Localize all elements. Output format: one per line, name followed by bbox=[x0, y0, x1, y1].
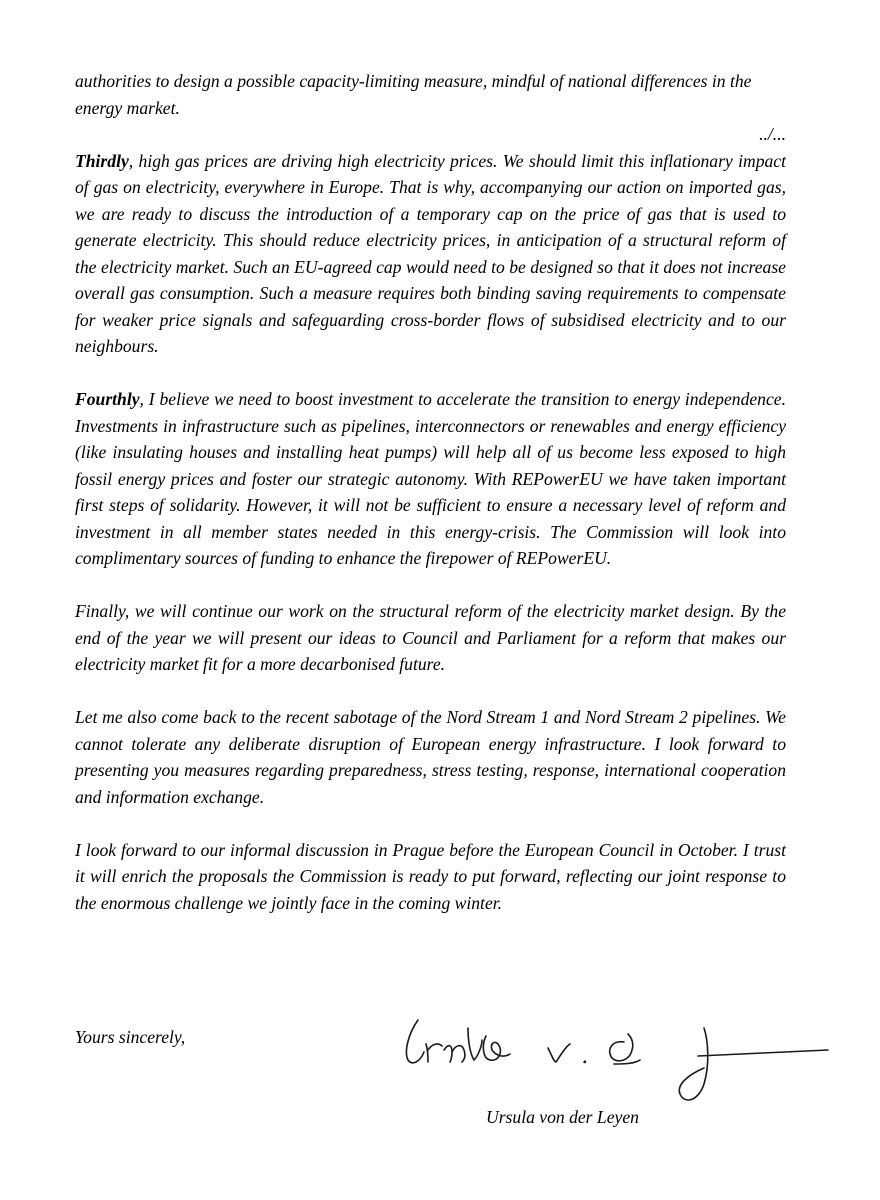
paragraph-thirdly bbox=[75, 148, 786, 360]
paragraph-nord-stream bbox=[75, 704, 786, 810]
paragraph-text: I look forward to our informal discussion in Prague before the European Council in October. I trust it will enrich the proposals the Commission is ready to put forward, reflecting our joint response to the enormous challenge we jointly face in the coming winter. bbox=[75, 839, 786, 913]
paragraph-text: Finally, we will continue our work on the structural reform of the electricity market design. By the end of the year we will present our ideas to Council and Parliament for a reform that makes our electricity market fit for a more decarbonised future. bbox=[75, 601, 786, 674]
paragraph-text: , high gas prices are driving high electricity prices. We should limit this inflationary impact of gas on electricity, everywhere in Europe. That is why, accompanying our action on imported gas, we are ready to discuss the introduction of a temporary cap on the price of gas that is used to generate electricity. This should reduce electricity prices, in anticipation of a structural reform of the electricity market. Such an EU-agreed cap would need to be designed so that it does not increase overall gas consumption. Such a measure requires both binding saving requirements to compensate for weaker price signals and safeguarding cross-border flows of subsidised electricity and to our neighbours. bbox=[75, 150, 786, 356]
closing-salutation: Yours sincerely, bbox=[75, 1027, 186, 1047]
handwritten-signature bbox=[398, 1004, 830, 1108]
paragraph-text: Let me also come back to the recent sabotage of the Nord Stream 1 and Nord Stream 2 pipelines. We cannot tolerate any deliberate disruption of European energy infrastructure. I look forward to presenting you measures regarding preparedness, stress testing, response, international cooperation and information exchange. bbox=[75, 707, 786, 807]
paragraph-prague bbox=[75, 837, 786, 917]
continued-paragraph: authorities to design a possible capacity-limiting measure, mindful of national differences in the energy market. bbox=[75, 71, 752, 118]
paragraph-fourthly bbox=[75, 386, 786, 572]
paragraph-lead: Fourthly bbox=[75, 389, 140, 409]
paragraph-text: , I believe we need to boost investment to accelerate the transition to energy independence. Investments in infrastructure such as pipelines, interconnectors or renewables and energy efficiency (like insulating houses and installing heat pumps) will help all of us become less exposed to high fossil energy prices and foster our strategic autonomy. With REPowerEU we have taken important first steps of solidarity. However, it will not be sufficient to ensure a necessary level of reform and investment in all member states needed in this energy-crisis. The Commission will look into complimentary sources of funding to enhance the firepower of REPowerEU. bbox=[75, 389, 786, 568]
signer-name: Ursula von der Leyen bbox=[486, 1107, 639, 1127]
continuation-mark: ../... bbox=[759, 124, 786, 144]
paragraph-finally bbox=[75, 598, 786, 678]
paragraph-lead: Thirdly bbox=[75, 150, 129, 171]
letter-body bbox=[75, 68, 786, 916]
